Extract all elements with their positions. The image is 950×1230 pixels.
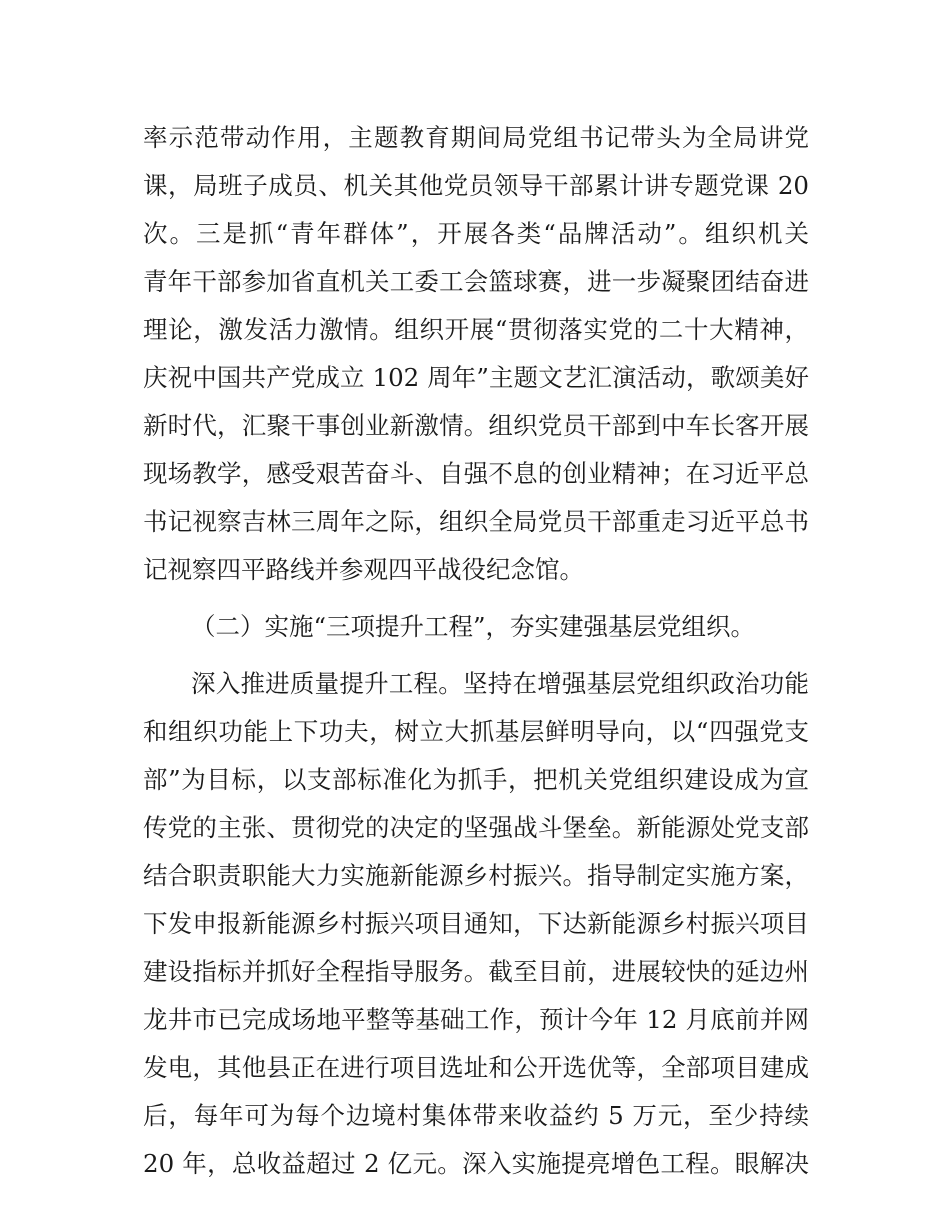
body-line: 龙井市已完成场地平整等基础工作，预计今年 12 月底前并网 bbox=[143, 1005, 809, 1034]
body-line: 和组织功能上下功夫，树立大抓基层鲜明导向，以“四强党支 bbox=[143, 717, 809, 746]
paragraph-first-line: 深入推进质量提升工程。坚持在增强基层党组织政治功能 bbox=[191, 669, 809, 698]
body-line: 书记视察吉林三周年之际，组织全局党员干部重走习近平总书 bbox=[143, 507, 809, 536]
paragraph-end-line: 记视察四平路线并参观四平战役纪念馆。 bbox=[143, 555, 584, 584]
body-line: 建设指标并抓好全程指导服务。截至目前，进展较快的延边州 bbox=[143, 957, 809, 986]
body-line: 理论，激发活力激情。组织开展“贯彻落实党的二十大精神， bbox=[143, 315, 809, 344]
body-line: 青年干部参加省直机关工委工会篮球赛，进一步凝聚团结奋进 bbox=[143, 267, 809, 296]
body-line: 率示范带动作用，主题教育期间局党组书记带头为全局讲党 bbox=[143, 123, 809, 152]
body-line: 传党的主张、贯彻党的决定的坚强战斗堡垒。新能源处党支部 bbox=[143, 813, 809, 842]
body-line: 后，每年可为每个边境村集体带来收益约 5 万元，至少持续 bbox=[143, 1101, 809, 1130]
section-heading: （二）实施“三项提升工程”，夯实建强基层党组织。 bbox=[191, 612, 756, 641]
body-line: 课，局班子成员、机关其他党员领导干部累计讲专题党课 20 bbox=[143, 171, 809, 200]
body-line: 下发申报新能源乡村振兴项目通知，下达新能源乡村振兴项目 bbox=[143, 909, 809, 938]
body-line: 次。三是抓“青年群体”，开展各类“品牌活动”。组织机关 bbox=[143, 219, 809, 248]
body-line: 发电，其他县正在进行项目选址和公开选优等，全部项目建成 bbox=[143, 1053, 809, 1082]
body-line: 部”为目标，以支部标准化为抓手，把机关党组织建设成为宣 bbox=[143, 765, 809, 794]
body-line: 现场教学，感受艰苦奋斗、自强不息的创业精神；在习近平总 bbox=[143, 459, 809, 488]
body-line: 庆祝中国共产党成立 102 周年”主题文艺汇演活动，歌颂美好 bbox=[143, 363, 809, 392]
body-line: 新时代，汇聚干事创业新激情。组织党员干部到中车长客开展 bbox=[143, 411, 809, 440]
body-line: 结合职责职能大力实施新能源乡村振兴。指导制定实施方案， bbox=[143, 861, 809, 890]
body-line: 20 年，总收益超过 2 亿元。深入实施提亮增色工程。眼解决 bbox=[143, 1149, 809, 1178]
